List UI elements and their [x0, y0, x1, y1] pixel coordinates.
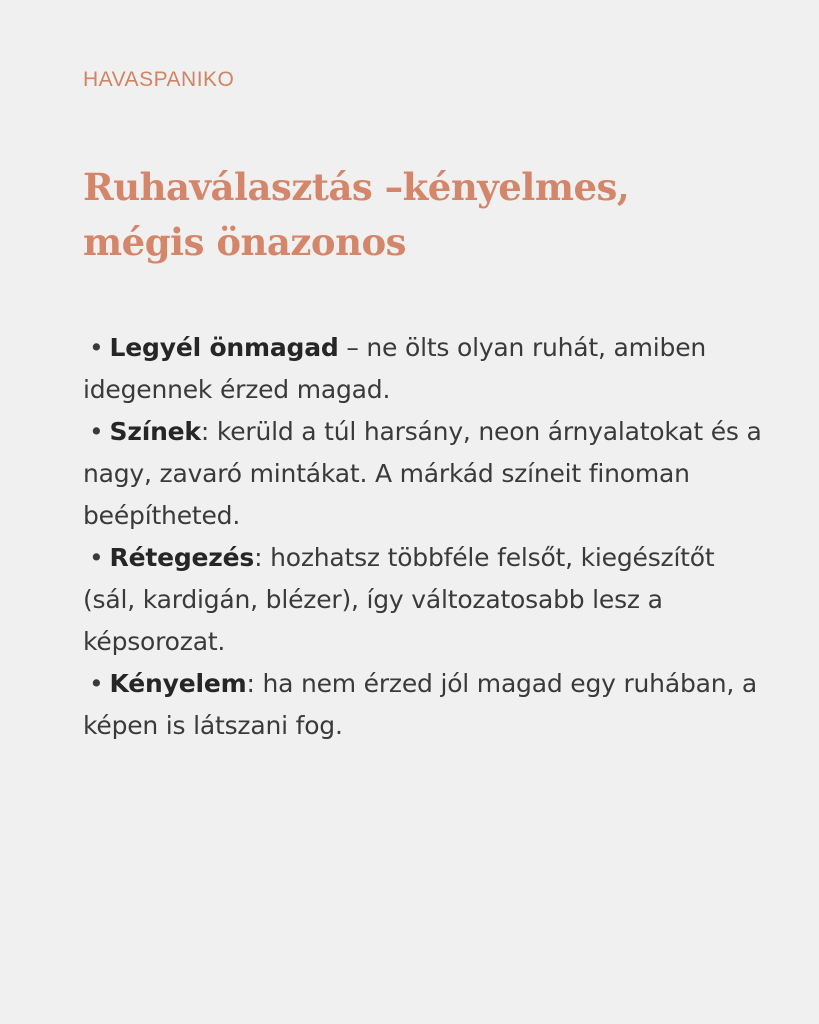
bullet-dot: • — [89, 669, 104, 698]
tip-item-layering — [83, 537, 763, 663]
bullet-dot: • — [89, 543, 104, 572]
tip-term: Színek — [109, 417, 201, 446]
title-line-2: mégis önazonos — [83, 220, 406, 264]
tip-item-colors — [83, 411, 763, 537]
tip-term: Kényelem — [109, 669, 247, 698]
title-line-1: Ruhaválasztás –kényelmes, — [83, 165, 630, 209]
page-title — [83, 160, 763, 270]
tips-list — [83, 327, 763, 747]
tip-item-comfort — [83, 663, 763, 747]
brand-name: HAVASPANIKO — [83, 68, 235, 91]
tip-term: Rétegezés — [109, 543, 255, 572]
bullet-dot: • — [89, 417, 104, 446]
tip-text: : ha nem érzed jól magad egy ruhában, a képen is látszani fog. — [83, 669, 757, 740]
bullet-dot: • — [89, 333, 104, 362]
tip-term: Legyél önmagad — [109, 333, 339, 362]
tip-text: : hozhatsz többféle felsőt, kiegészítőt (sál, kardigán, blézer), így változatosabb lesz a képsorozat. — [83, 543, 715, 656]
tip-text: : kerüld a túl harsány, neon árnyalatokat és a nagy, zavaró mintákat. A márkád színeit finoman beépítheted. — [83, 417, 762, 530]
tip-text: – ne ölts olyan ruhát, amiben idegennek érzed magad. — [83, 333, 707, 404]
tip-item-be-yourself — [83, 327, 763, 411]
